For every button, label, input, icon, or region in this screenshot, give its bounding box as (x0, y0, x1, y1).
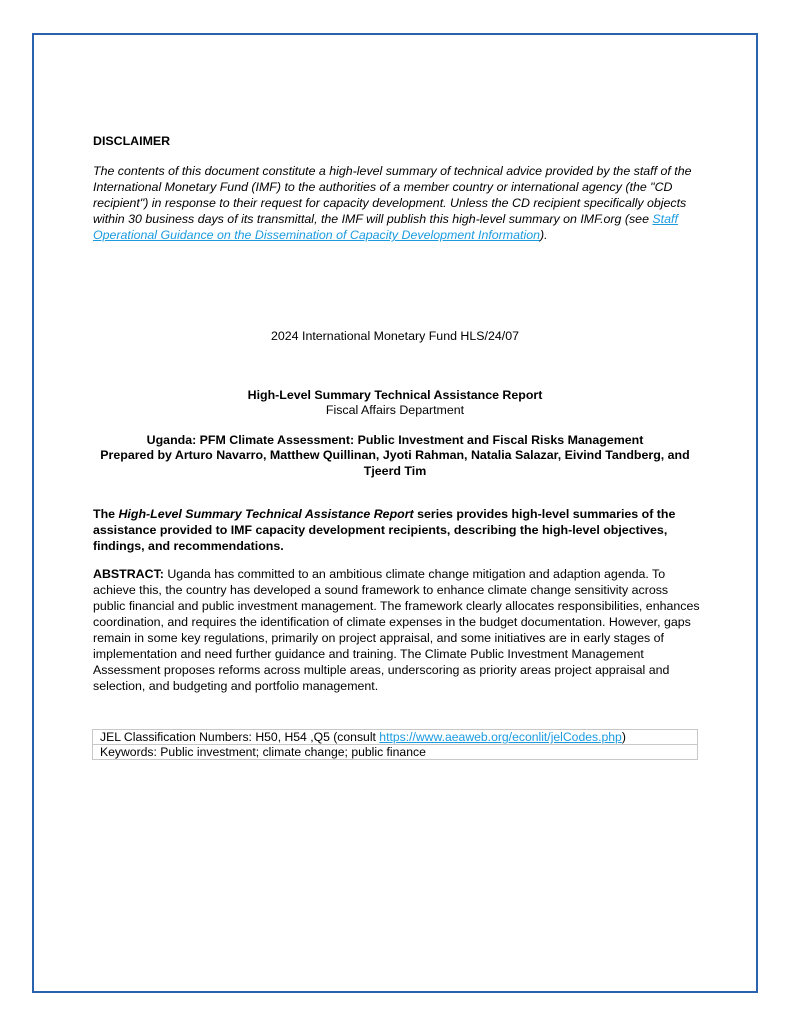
table-row (93, 730, 698, 745)
disclaimer-body: The contents of this document constitute a high-level summary of technical advice provided by the staff of the International Monetary Fund (IMF) to the authorities of a member country or international agency (the "CD recipient") in response to their request for capacity development. Unless the CD recipient specifically objects within 30 business days of its transmittal, the IMF will publish this high-level summary on IMF.org (see (93, 164, 692, 226)
jel-cell (93, 730, 698, 745)
abstract-text: Uganda has committed to an ambitious climate change mitigation and adaption agenda. To achieve this, the country has developed a sound framework to enhance climate change sensitivity across public financial and public investment management. The framework clearly allocates responsibilities, enhances coordination, and requires the identification of climate expenses in the budget documentation. However, gaps remain in some key regulations, primarily on project appraisal, and some initiatives are in early stages of implementation and need further guidance and training. The Climate Public Investment Management Assessment proposes reforms across multiple areas, underscoring as priority areas project appraisal and selection, and budgeting and portfolio management. (93, 567, 700, 693)
dissemination-guidance-link[interactable]: Staff Operational Guidance on the Dissemination of Capacity Development Information (93, 212, 678, 242)
authors: Prepared by Arturo Navarro, Matthew Quillinan, Jyoti Rahman, Natalia Salazar, Eivind Tandberg, and Tjeerd Tim (100, 448, 690, 478)
disclaimer-text (93, 163, 701, 243)
report-title: High-Level Summary Technical Assistance Report (247, 388, 543, 402)
department: Fiscal Affairs Department (325, 403, 465, 417)
disclaimer-tail: ). (540, 228, 548, 242)
series-post: series provides high-level summaries of the assistance provided to IMF capacity development recipients, describing the high-level objectives, findings, and recommendations. (93, 507, 676, 553)
report-subject: Uganda: PFM Climate Assessment: Public Investment and Fiscal Risks Management (146, 433, 644, 447)
series-pre: The (93, 507, 119, 521)
jel-tail: ) (621, 730, 626, 744)
disclaimer-heading: DISCLAIMER (93, 134, 171, 148)
jel-codes-link[interactable]: https://www.aeaweb.org/econlit/jelCodes.php (379, 730, 622, 744)
series-name: High-Level Summary Technical Assistance Report (118, 507, 414, 521)
table-row (93, 745, 698, 760)
keywords-cell: Keywords: Public investment; climate change; public finance (93, 745, 698, 760)
classification-table (92, 729, 698, 760)
series-description (93, 506, 701, 554)
abstract (93, 566, 701, 694)
copyright-line: 2024 International Monetary Fund HLS/24/07 (271, 329, 519, 343)
abstract-label: ABSTRACT: (93, 567, 164, 581)
jel-text: JEL Classification Numbers: H50, H54 ,Q5 (consult (100, 730, 380, 744)
